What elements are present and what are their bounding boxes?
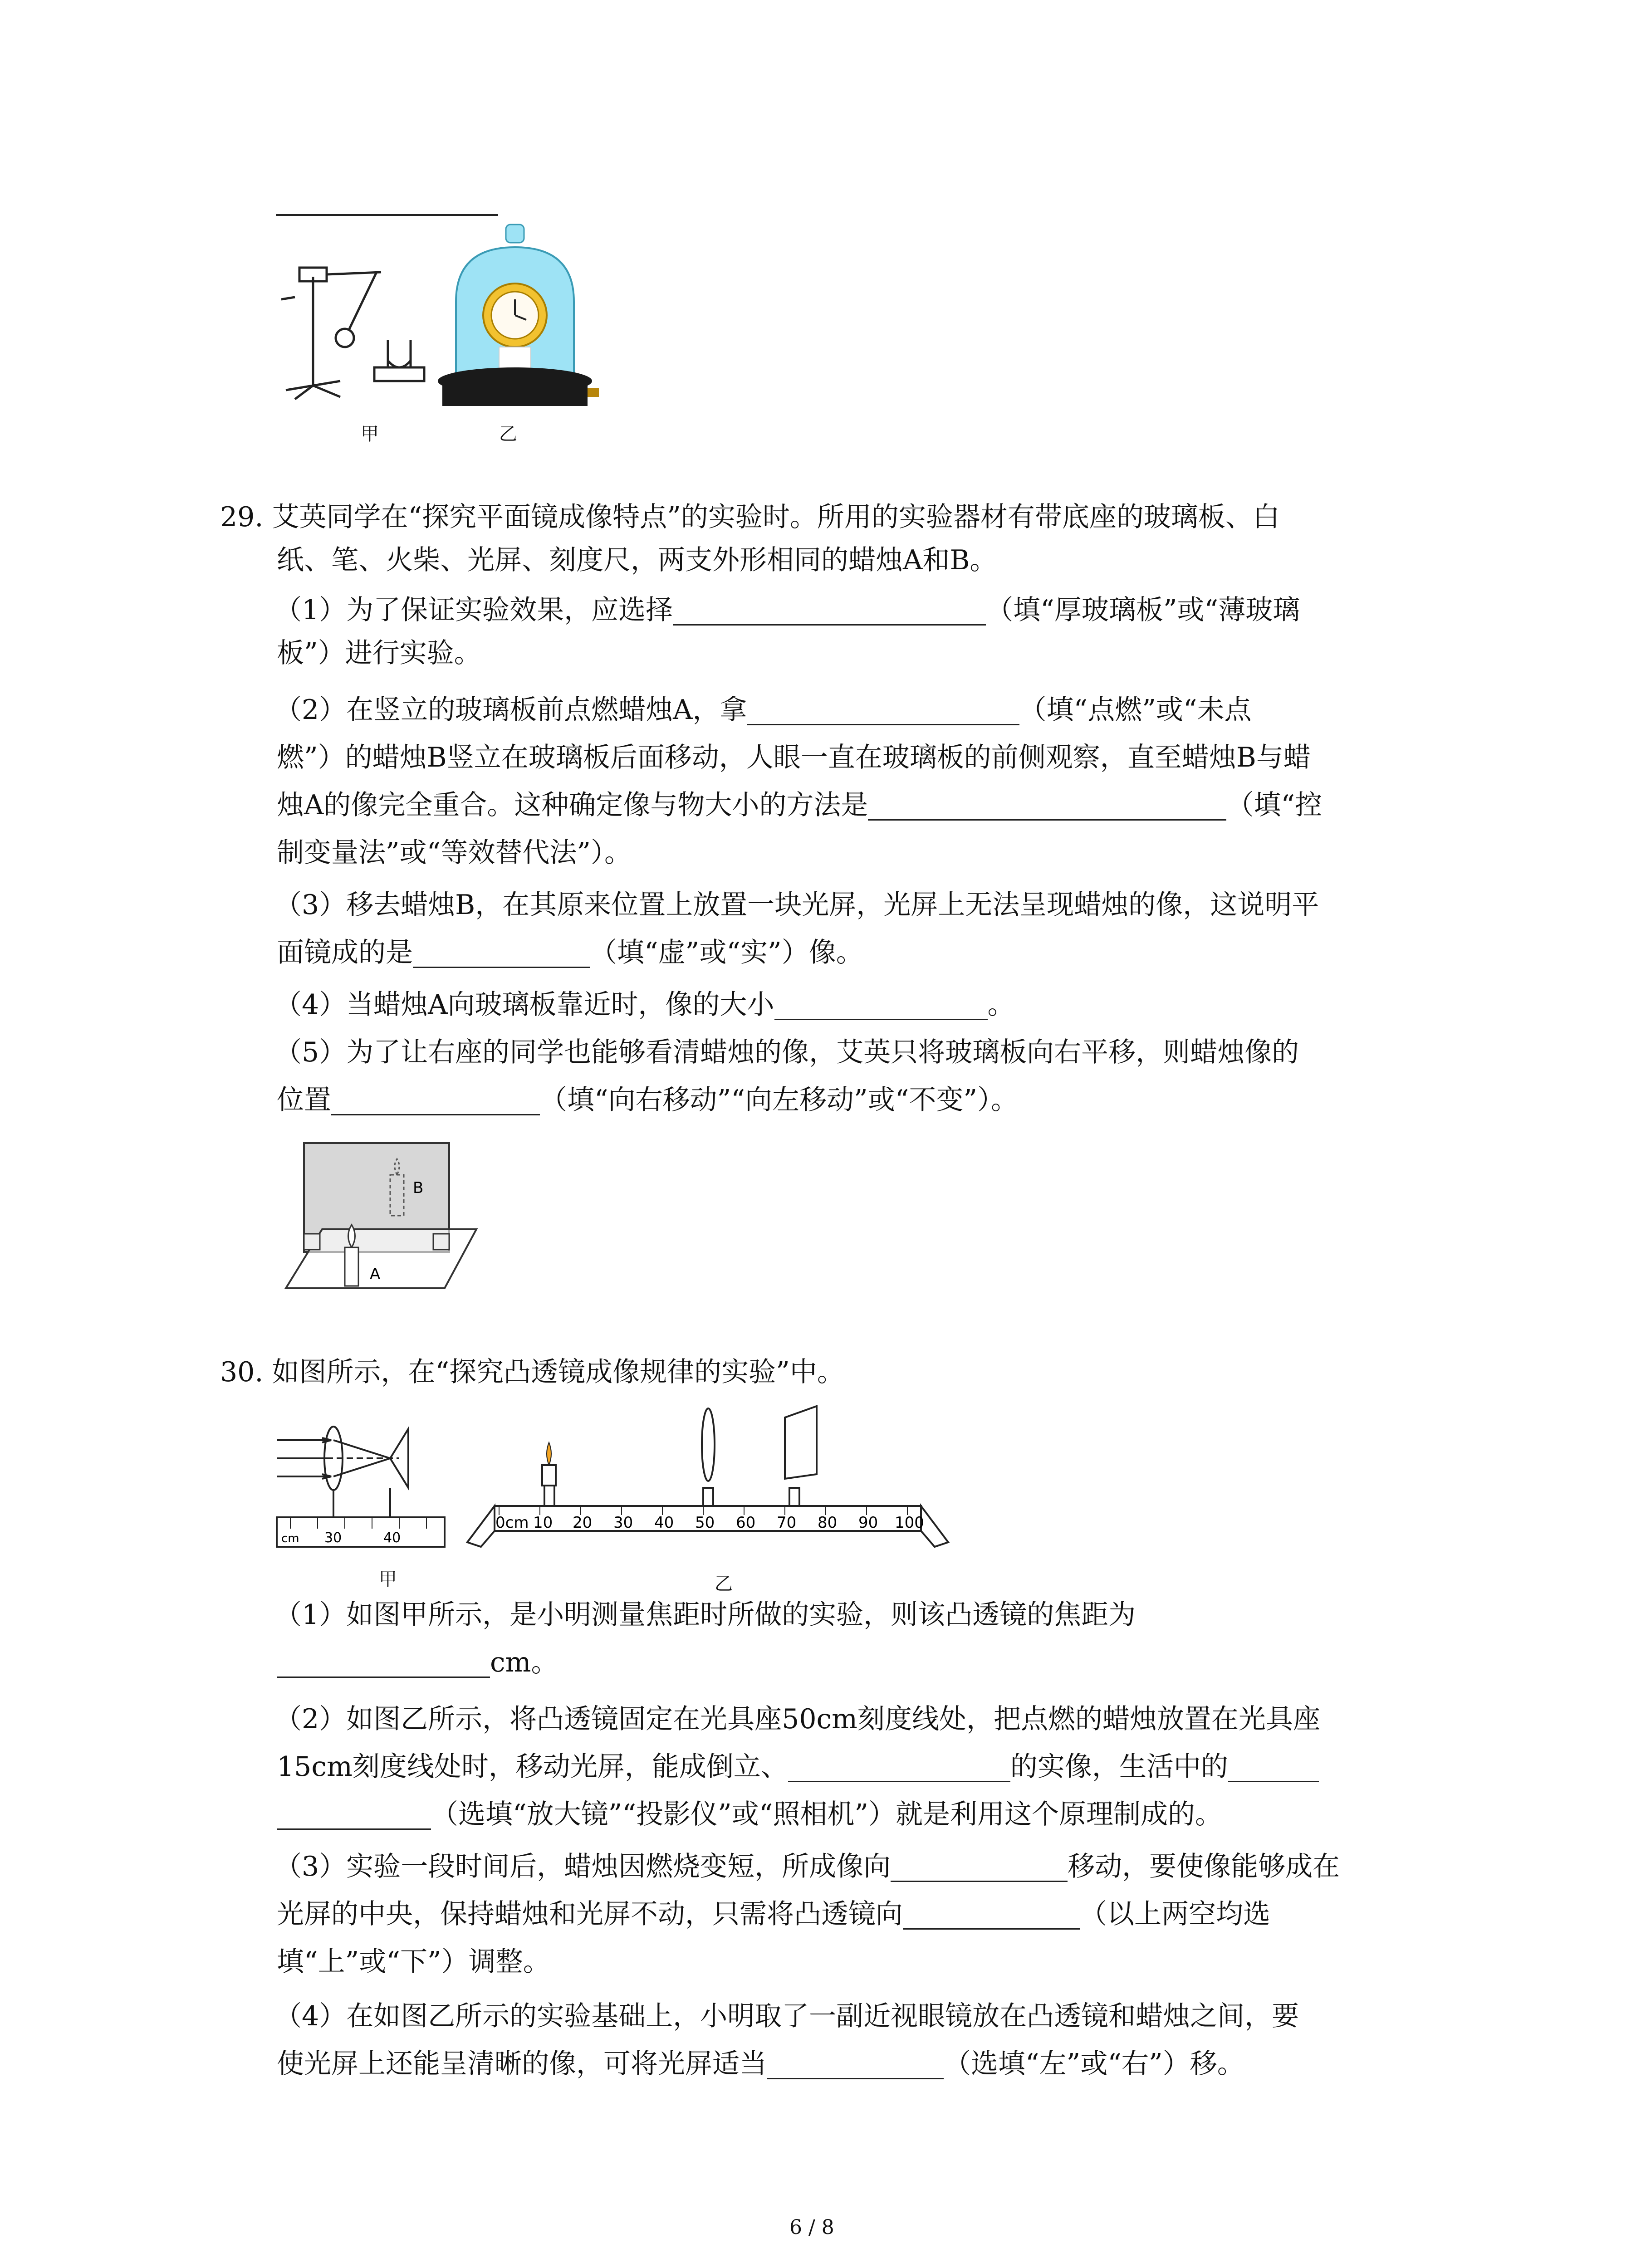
q29-answer-blank-6[interactable]	[331, 1086, 540, 1115]
q29-part2-line-1	[274, 692, 1252, 728]
q30-part3-line-2	[277, 1896, 1270, 1932]
q29-part4-line	[274, 987, 1015, 1023]
q29-part5-line-1: （5）为了让右座的同学也能够看清蜡烛的像，艾英只将玻璃板向右平移，则蜡烛像的	[274, 1036, 1299, 1068]
q29-part2-line-4: 制变量法”或“等效替代法”）。	[277, 837, 632, 869]
q29-part3-text: 面镜成的是	[277, 937, 413, 968]
q29-part3-hint: （填“虚”或“实”）像。	[590, 937, 863, 968]
q30-part2-line-3	[277, 1796, 1222, 1833]
q30-part3-line-3: 填“上”或“下”）调整。	[277, 1946, 550, 1978]
q30-part4-line-2	[277, 2046, 1244, 2082]
bench-tick-60: 60	[736, 1514, 756, 1532]
q30-part4-hint: （选填“左”或“右”）移。	[944, 2048, 1244, 2080]
q29-stem-line-1: 29. 艾英同学在“探究平面镜成像特点”的实验时。所用的实验器材有带底座的玻璃板、白	[220, 501, 1280, 533]
bench-tick-10: 10	[533, 1514, 553, 1532]
figure-caption-jia: 甲	[361, 424, 379, 445]
bench-tick-80: 80	[818, 1514, 838, 1532]
q29-part2-text: （2）在竖立的玻璃板前点燃蜡烛A，拿	[274, 694, 747, 726]
q30-part3-hint: （以上两空均选	[1080, 1898, 1270, 1930]
q30-part1-line-1: （1）如图甲所示，是小明测量焦距时所做的实验，则该凸透镜的焦距为	[274, 1599, 1136, 1631]
q29-part5-hint: （填“向右移动”“向左移动”或“不变”）。	[540, 1084, 1019, 1116]
answer-blank-previous[interactable]	[276, 214, 498, 216]
q29-part1-line-1	[274, 592, 1300, 628]
q29-part2-line-2: 燃”）的蜡烛B竖立在玻璃板后面移动，人眼一直在玻璃板的前侧观察，直至蜡烛B与蜡	[277, 742, 1311, 773]
q29-part2-hint-2: （填“控	[1226, 789, 1323, 821]
figure-bell-jar-clock	[442, 225, 601, 415]
mirror-label-b: B	[413, 1179, 424, 1197]
mirror-label-a: A	[370, 1265, 381, 1283]
q30-answer-blank-6[interactable]	[767, 2050, 944, 2079]
q29-stem-line-2: 纸、笔、火柴、光屏、刻度尺，两支外形相同的蜡烛A和B。	[277, 544, 997, 576]
figure-tuning-fork-pendulum	[277, 249, 440, 399]
q29-part2-text-2: 烛A的像完全重合。这种确定像与物大小的方法是	[277, 789, 868, 821]
q30-answer-blank-4[interactable]	[891, 1853, 1068, 1882]
q30-part3-text: （3）实验一段时间后，蜡烛因燃烧变短，所成像向	[274, 1851, 891, 1882]
q30-part1-line-2	[277, 1644, 558, 1681]
q29-part4-end: 。	[987, 989, 1015, 1021]
q30-answer-blank-3-cont[interactable]	[277, 1800, 431, 1830]
bench-tick-40: 40	[654, 1514, 674, 1532]
q29-part3-line-1: （3）移去蜡烛B，在其原来位置上放置一块光屏，光屏上无法呈现蜡烛的像，这说明平	[274, 889, 1319, 921]
q30-part4-line-1: （4）在如图乙所示的实验基础上，小明取了一副近视眼镜放在凸透镜和蜡烛之间，要	[274, 2000, 1299, 2032]
q29-part1-text: （1）为了保证实验效果，应选择	[274, 594, 673, 626]
q30-answer-blank-2[interactable]	[788, 1753, 1010, 1782]
figure-caption-jia-30: 甲	[379, 1569, 397, 1590]
q30-part1-unit: cm。	[490, 1647, 558, 1678]
page-number: 6 / 8	[789, 2216, 834, 2239]
q30-answer-blank-3[interactable]	[1228, 1753, 1319, 1782]
bench-tick-90: 90	[858, 1514, 878, 1532]
q29-answer-blank-1[interactable]	[673, 596, 986, 626]
q30-part3-text-3: 光屏的中央，保持蜡烛和光屏不动，只需将凸透镜向	[277, 1898, 903, 1930]
q30-part2-text-2: 的实像，生活中的	[1010, 1751, 1228, 1783]
figure-plane-mirror	[277, 1143, 481, 1293]
figure-caption-yi-30: 乙	[715, 1574, 733, 1594]
bench-tick-70: 70	[777, 1514, 797, 1532]
figure-caption-yi: 乙	[499, 424, 517, 445]
q29-part2-line-3	[277, 787, 1322, 823]
q29-answer-blank-4[interactable]	[413, 938, 590, 968]
bench-tick-0: 0cm	[495, 1514, 529, 1532]
q29-part3-line-2	[277, 934, 863, 971]
q29-answer-blank-3[interactable]	[868, 791, 1226, 821]
jia-unit-label: cm	[281, 1532, 299, 1545]
bench-tick-50: 50	[695, 1514, 715, 1532]
q30-part3-line-1	[274, 1848, 1340, 1885]
bench-tick-20: 20	[573, 1514, 593, 1532]
q30-part4-text: 使光屏上还能呈清晰的像，可将光屏适当	[277, 2048, 767, 2080]
q29-part4-text: （4）当蜡烛A向玻璃板靠近时，像的大小	[274, 989, 774, 1021]
q29-part2-hint: （填“点燃”或“未点	[1019, 694, 1252, 726]
q30-answer-blank-5[interactable]	[903, 1900, 1080, 1930]
q30-part2-text: 15cm刻度线处时，移动光屏，能成倒立、	[277, 1751, 788, 1783]
bench-tick-30: 30	[613, 1514, 633, 1532]
bench-tick-100: 100	[895, 1514, 924, 1532]
q30-part2-line-1: （2）如图乙所示，将凸透镜固定在光具座50cm刻度线处，把点燃的蜡烛放置在光具座	[274, 1703, 1321, 1735]
q30-stem: 30. 如图所示，在“探究凸透镜成像规律的实验”中。	[220, 1356, 844, 1388]
q29-part1-hint: （填“厚玻璃板”或“薄玻璃	[986, 594, 1300, 626]
q29-part5-line-2	[277, 1082, 1018, 1118]
q30-answer-blank-1[interactable]	[277, 1648, 490, 1678]
figure-optical-bench-yi	[467, 1397, 948, 1551]
q29-answer-blank-5[interactable]	[774, 991, 988, 1020]
jia-tick-40: 40	[383, 1530, 401, 1546]
figure-focal-length-jia	[277, 1420, 449, 1556]
q30-part2-hint: （选填“放大镜”“投影仪”或“照相机”）就是利用这个原理制成的。	[431, 1799, 1223, 1830]
q30-part3-text-2: 移动，要使像能够成在	[1068, 1851, 1340, 1882]
q29-answer-blank-2[interactable]	[747, 696, 1019, 725]
q29-part1-line-2: 板”）进行实验。	[277, 637, 481, 669]
q30-part2-line-2	[277, 1749, 1319, 1785]
jia-tick-30: 30	[324, 1530, 342, 1546]
q29-part5-text: 位置	[277, 1084, 331, 1116]
